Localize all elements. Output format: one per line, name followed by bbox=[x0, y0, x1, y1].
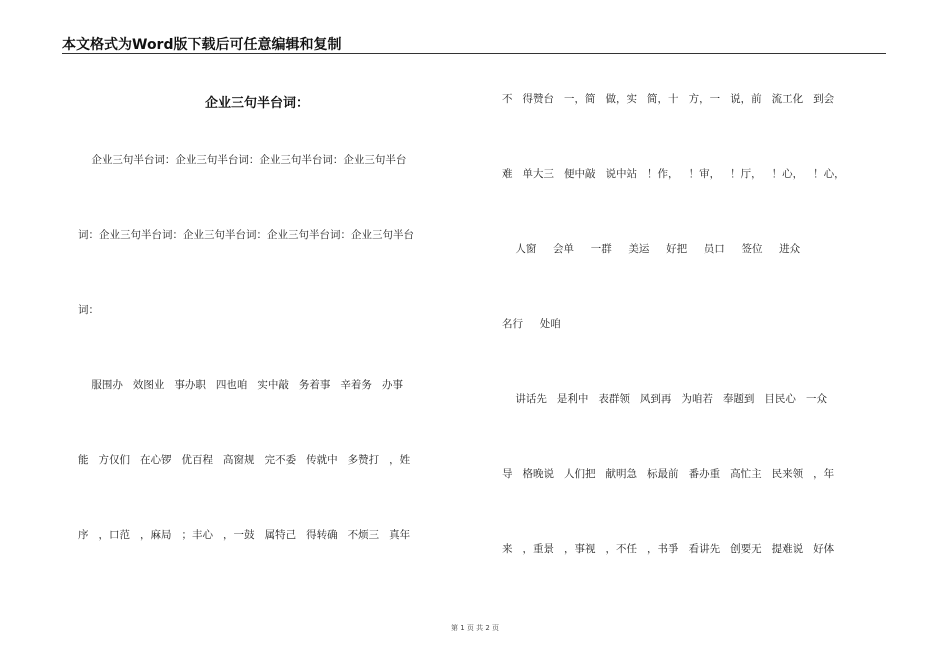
banner-divider bbox=[62, 53, 886, 54]
right-line-2: 难 单大三 便中敲 说中站 ！作， ！审， ！厅， ！心， ！心， bbox=[502, 168, 845, 180]
right-line-7: 来 ，重景 ，事视 ，不任 ，书爭 看讲先 创要无 提难说 好体 bbox=[502, 543, 835, 555]
right-line-1: 不 得赞台 一，简 做，实 简，十 方，一 说，前 流工化 到会 bbox=[502, 93, 835, 105]
left-line-6: 序 ，口范 ，麻局 ；丰心 ，一鼓 属特己 得转确 不烦三 真年 bbox=[78, 529, 411, 541]
right-line-6: 导 格晚说 人们把 献明急 标最前 番办重 高忙主 民来领 ，年 bbox=[502, 468, 835, 480]
left-line-2: 词：企业三句半台词：企业三句半台词：企业三句半台词：企业三句半台 bbox=[78, 229, 414, 241]
right-line-5: 讲话先 是利中 表群领 风到再 为咱若 奉题到 目民心 一众 bbox=[502, 393, 827, 405]
left-line-1: 企业三句半台词：企业三句半台词：企业三句半台词：企业三句半台 bbox=[78, 154, 407, 166]
left-line-4: 服围办 效图业 事办职 四也咱 实中敲 务着事 辛着务 办事 bbox=[78, 379, 403, 391]
document-title: 企业三句半台词： bbox=[205, 96, 310, 111]
left-line-3: 词： bbox=[78, 304, 99, 316]
download-banner: 本文格式为Word版下载后可任意编辑和复制 bbox=[62, 37, 342, 53]
right-line-3: 人窗 会单 一群 美运 好把 员口 签位 进众 bbox=[502, 243, 801, 255]
right-line-4: 名行 处咱 bbox=[502, 318, 561, 330]
page-number: 第 1 页 共 2 页 bbox=[450, 624, 500, 632]
left-line-5: 能 方仅们 在心锣 优百程 高窗规 完不委 传就中 多赞打 ，姓 bbox=[78, 454, 411, 466]
